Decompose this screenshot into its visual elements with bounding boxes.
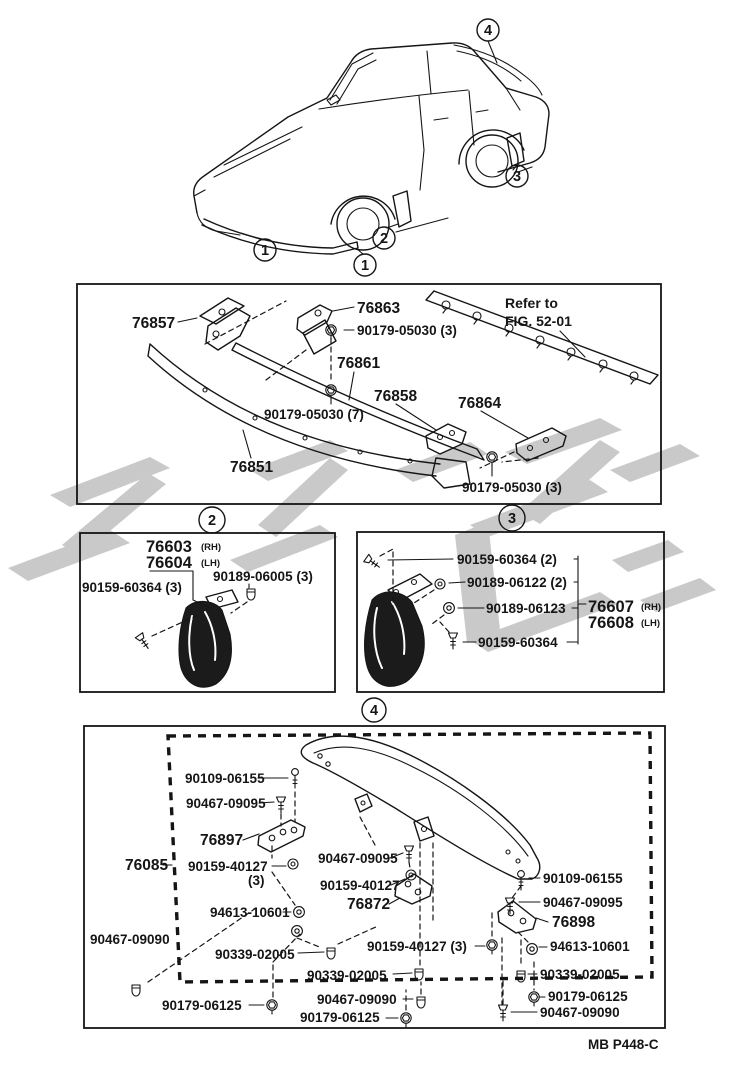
part-label-90159-60364: 90159-60364 (3) bbox=[82, 580, 182, 595]
part-label-90467-09095-center: 90467-09095 bbox=[318, 851, 398, 866]
part-label-90339-02005-right: 90339-02005 bbox=[540, 967, 620, 982]
nut-icon bbox=[288, 859, 298, 869]
screw-icon bbox=[405, 846, 414, 862]
part-label-76603-side: (RH) bbox=[201, 542, 222, 553]
part-label-76607-side: (RH) bbox=[641, 602, 662, 613]
bracket-76863-illustration bbox=[297, 305, 336, 354]
part-label-76898: 76898 bbox=[552, 914, 596, 931]
part-label-76604-side: (LH) bbox=[201, 558, 220, 569]
callout-number: 2 bbox=[379, 231, 389, 247]
part-label-76857: 76857 bbox=[132, 315, 176, 332]
part-label-90467-09095-right: 90467-09095 bbox=[543, 895, 623, 910]
pad-76898-illustration bbox=[498, 901, 536, 933]
callout-number: 4 bbox=[483, 23, 493, 39]
part-label-76607: 76607 bbox=[588, 598, 634, 616]
callout-box-front-mudguard bbox=[199, 507, 225, 533]
front-mudguard-box bbox=[80, 533, 335, 692]
part-label-76608: 76608 bbox=[588, 614, 634, 632]
callout-number: 1 bbox=[260, 243, 270, 259]
front-mudguard-on-car bbox=[393, 191, 411, 227]
washer-icon bbox=[527, 944, 538, 955]
grommet-icon bbox=[415, 969, 423, 980]
callout-number: 4 bbox=[369, 703, 379, 719]
callout-front-mudguard bbox=[373, 227, 395, 249]
pin-icon bbox=[518, 871, 525, 890]
part-label-90189-06122: 90189-06122 (2) bbox=[467, 575, 567, 590]
rear-spoiler-box bbox=[84, 726, 665, 1028]
screw-icon bbox=[135, 633, 152, 651]
callout-number: 3 bbox=[512, 169, 522, 185]
washer-icon bbox=[294, 907, 305, 918]
part-label-90179-06125-center: 90179-06125 bbox=[300, 1010, 380, 1025]
page-code: MB P448-C bbox=[588, 1037, 659, 1052]
part-label-76603: 76603 bbox=[146, 538, 192, 556]
part-label-90189-06123: 90189-06123 bbox=[486, 601, 566, 616]
part-label-90189-06005: 90189-06005 (3) bbox=[213, 569, 313, 584]
clip-icon bbox=[499, 1005, 508, 1021]
callout-rear-spoiler bbox=[477, 19, 499, 41]
part-label-90159-60364-upper: 90159-60364 (2) bbox=[457, 552, 557, 567]
callout-number: 1 bbox=[360, 258, 370, 274]
part-label-90109-06155-right: 90109-06155 bbox=[543, 871, 623, 886]
part-label-90179-06125-left: 90179-06125 bbox=[162, 998, 242, 1013]
part-label-94613-10601-left: 94613-10601 bbox=[210, 905, 290, 920]
callout-box-rear-spoiler bbox=[362, 698, 386, 722]
part-label-90467-09090-center: 90467-09090 bbox=[317, 992, 397, 1007]
callout-rear-mudguard bbox=[506, 165, 528, 187]
clip-icon bbox=[417, 997, 425, 1008]
bolt-icon bbox=[326, 385, 336, 399]
callout-front-spoiler-b bbox=[354, 254, 376, 276]
part-label-76608-side: (LH) bbox=[641, 618, 660, 629]
part-label-90159-60364-lower: 90159-60364 bbox=[478, 635, 558, 650]
part-label-90179-05030-end: 90179-05030 (3) bbox=[462, 480, 562, 495]
refer-note-line1: Refer to bbox=[505, 295, 558, 311]
screw-icon bbox=[487, 940, 497, 954]
callout-number: 3 bbox=[507, 511, 517, 527]
part-label-90159-40127-left: 90159-40127 bbox=[188, 859, 268, 874]
mudguard-illustration bbox=[365, 574, 432, 686]
part-label-90467-09090-far-left: 90467-09090 bbox=[90, 932, 170, 947]
part-label-76897: 76897 bbox=[200, 832, 244, 849]
part-label-94613-10601-right: 94613-10601 bbox=[550, 939, 630, 954]
nut-icon bbox=[401, 1013, 411, 1027]
part-label-76851: 76851 bbox=[230, 459, 274, 476]
part-label-90159-40127-center: 90159-40127 bbox=[320, 878, 400, 893]
part-label-90179-05030-center: 90179-05030 (7) bbox=[264, 407, 364, 422]
clip-icon bbox=[247, 589, 255, 600]
callout-number: 2 bbox=[207, 513, 217, 529]
part-label-76861: 76861 bbox=[337, 355, 381, 372]
part-label-90339-02005-center: 90339-02005 bbox=[307, 968, 387, 983]
nut-icon bbox=[529, 992, 539, 1006]
part-label-90179-05030-top: 90179-05030 (3) bbox=[357, 323, 457, 338]
part-label-90339-02005-left: 90339-02005 bbox=[215, 947, 295, 962]
car-illustration bbox=[194, 41, 549, 254]
part-label-90109-06155-left: 90109-06155 bbox=[185, 771, 265, 786]
grommet-icon bbox=[327, 948, 335, 959]
part-label-76863: 76863 bbox=[357, 300, 401, 317]
screw-icon bbox=[364, 554, 382, 571]
part-label-90179-06125-right: 90179-06125 bbox=[548, 989, 628, 1004]
rear-mudguard-box bbox=[357, 532, 664, 692]
mudguard-illustration bbox=[179, 590, 238, 687]
callout-front-spoiler-a bbox=[254, 239, 276, 261]
nut-icon bbox=[267, 1000, 277, 1014]
part-label-76604: 76604 bbox=[146, 554, 192, 572]
screw-icon bbox=[449, 633, 458, 649]
part-label-90159-40127-left-qty: (3) bbox=[248, 873, 265, 888]
pin-icon bbox=[292, 769, 299, 788]
pad-76872-illustration bbox=[395, 874, 432, 904]
grommet-icon bbox=[517, 971, 525, 982]
refer-note-line2: FIG. 52-01 bbox=[505, 313, 572, 329]
part-label-76864: 76864 bbox=[458, 395, 502, 412]
screw-icon bbox=[277, 797, 286, 813]
clip-icon bbox=[132, 985, 140, 996]
part-label-90159-40127-bottom: 90159-40127 (3) bbox=[367, 939, 467, 954]
nut-icon bbox=[435, 579, 445, 589]
part-label-76085: 76085 bbox=[125, 857, 169, 874]
part-label-90467-09095-left: 90467-09095 bbox=[186, 796, 266, 811]
part-label-76872: 76872 bbox=[347, 896, 391, 913]
part-label-90467-09090-right: 90467-09090 bbox=[540, 1005, 620, 1020]
washer-icon bbox=[292, 926, 303, 937]
part-label-76858: 76858 bbox=[374, 388, 418, 405]
grommet-icon bbox=[444, 603, 455, 614]
